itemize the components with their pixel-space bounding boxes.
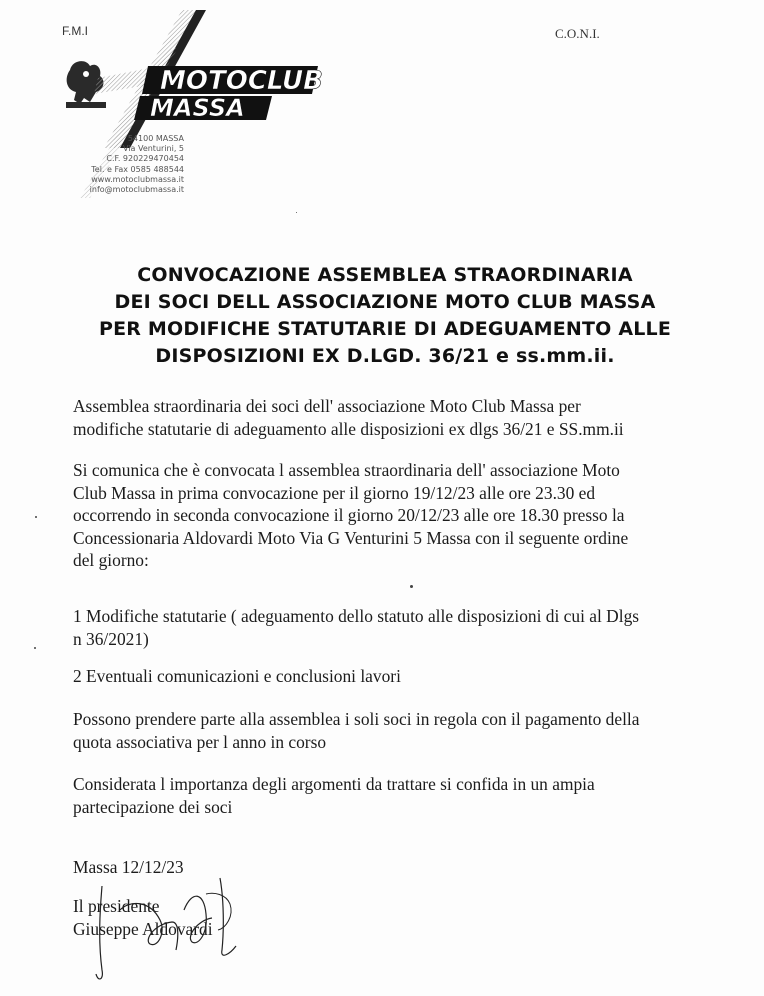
address-line: www.motoclubmassa.it	[91, 174, 184, 184]
club-address-block	[64, 134, 184, 195]
text-line: Possono prendere parte alla assemblea i soli soci in regola con il pagamento della	[73, 709, 640, 729]
address-line: Tel. e Fax 0585 488544	[91, 164, 184, 174]
address-line: Via Venturini, 5	[123, 144, 184, 154]
document-title	[40, 262, 730, 370]
agenda-item-1	[73, 605, 713, 650]
address-line: info@motoclubmassa.it	[89, 185, 184, 195]
title-line: CONVOCAZIONE ASSEMBLEA STRAORDINARIA	[137, 264, 633, 286]
participation-paragraph	[73, 708, 713, 753]
text-line: 1 Modifiche statutarie ( adeguamento dello statuto alle disposizioni di cui al Dlgs	[73, 606, 640, 626]
text-line: modifiche statutarie di adeguamento alle disposizioni ex dlgs 36/21 e SS.mm.ii	[73, 418, 624, 439]
scan-speck	[34, 647, 36, 649]
svg-text:MASSA: MASSA	[150, 94, 245, 122]
address-line: 54100 MASSA	[127, 134, 184, 143]
text-line: Massa 12/12/23	[73, 857, 184, 877]
text-line: Assemblea straordinaria dei soci dell' associazione Moto Club Massa per	[73, 396, 581, 416]
intro-paragraph	[73, 395, 713, 440]
text-line: 2 Eventuali comunicazioni e conclusioni lavori	[73, 666, 401, 686]
scan-speck	[296, 212, 297, 213]
handwritten-signature	[80, 870, 280, 990]
text-line: quota associativa per l anno in corso	[73, 731, 327, 752]
fmi-label: F.M.I	[62, 24, 88, 38]
text-line: Si comunica che è convocata l assemblea straordinaria dell' associazione Moto	[73, 460, 620, 480]
text-line: partecipazione dei soci	[73, 796, 233, 817]
coni-label: C.O.N.I.	[555, 26, 600, 41]
scan-speck	[35, 516, 37, 518]
title-line: DEI SOCI DELL ASSOCIAZIONE MOTO CLUB MASSA	[114, 291, 656, 313]
text-line: Considerata l importanza degli argomenti da trattare si confida in un ampia	[73, 774, 595, 794]
text-line: n 36/2021)	[73, 628, 149, 649]
signer-role: Il presidente	[73, 896, 160, 916]
title-line: PER MODIFICHE STATUTARIE DI ADEGUAMENTO ALLE	[98, 318, 672, 340]
text-line: Club Massa in prima convocazione per il giorno 19/12/23 alle ore 23.30 ed	[73, 482, 596, 503]
address-line: C.F. 920229470454	[106, 154, 184, 164]
scan-speck	[410, 585, 413, 588]
text-line: occorrendo in seconda convocazione il giorno 20/12/23 alle ore 18.30 presso la	[73, 505, 625, 526]
signer-name: Giuseppe Aldovardi	[73, 918, 213, 939]
text-line: Concessionaria Aldovardi Moto Via G Venturini 5 Massa con il seguente ordine	[73, 527, 629, 548]
text-line: del giorno:	[73, 550, 149, 571]
title-line: DISPOSIZIONI EX D.LGD. 36/21 e ss.mm.ii.	[155, 345, 615, 367]
svg-text:MOTOCLUB: MOTOCLUB	[160, 66, 323, 96]
convocation-paragraph	[73, 459, 713, 572]
agenda-item-2	[73, 665, 713, 688]
closing-paragraph	[73, 773, 713, 818]
